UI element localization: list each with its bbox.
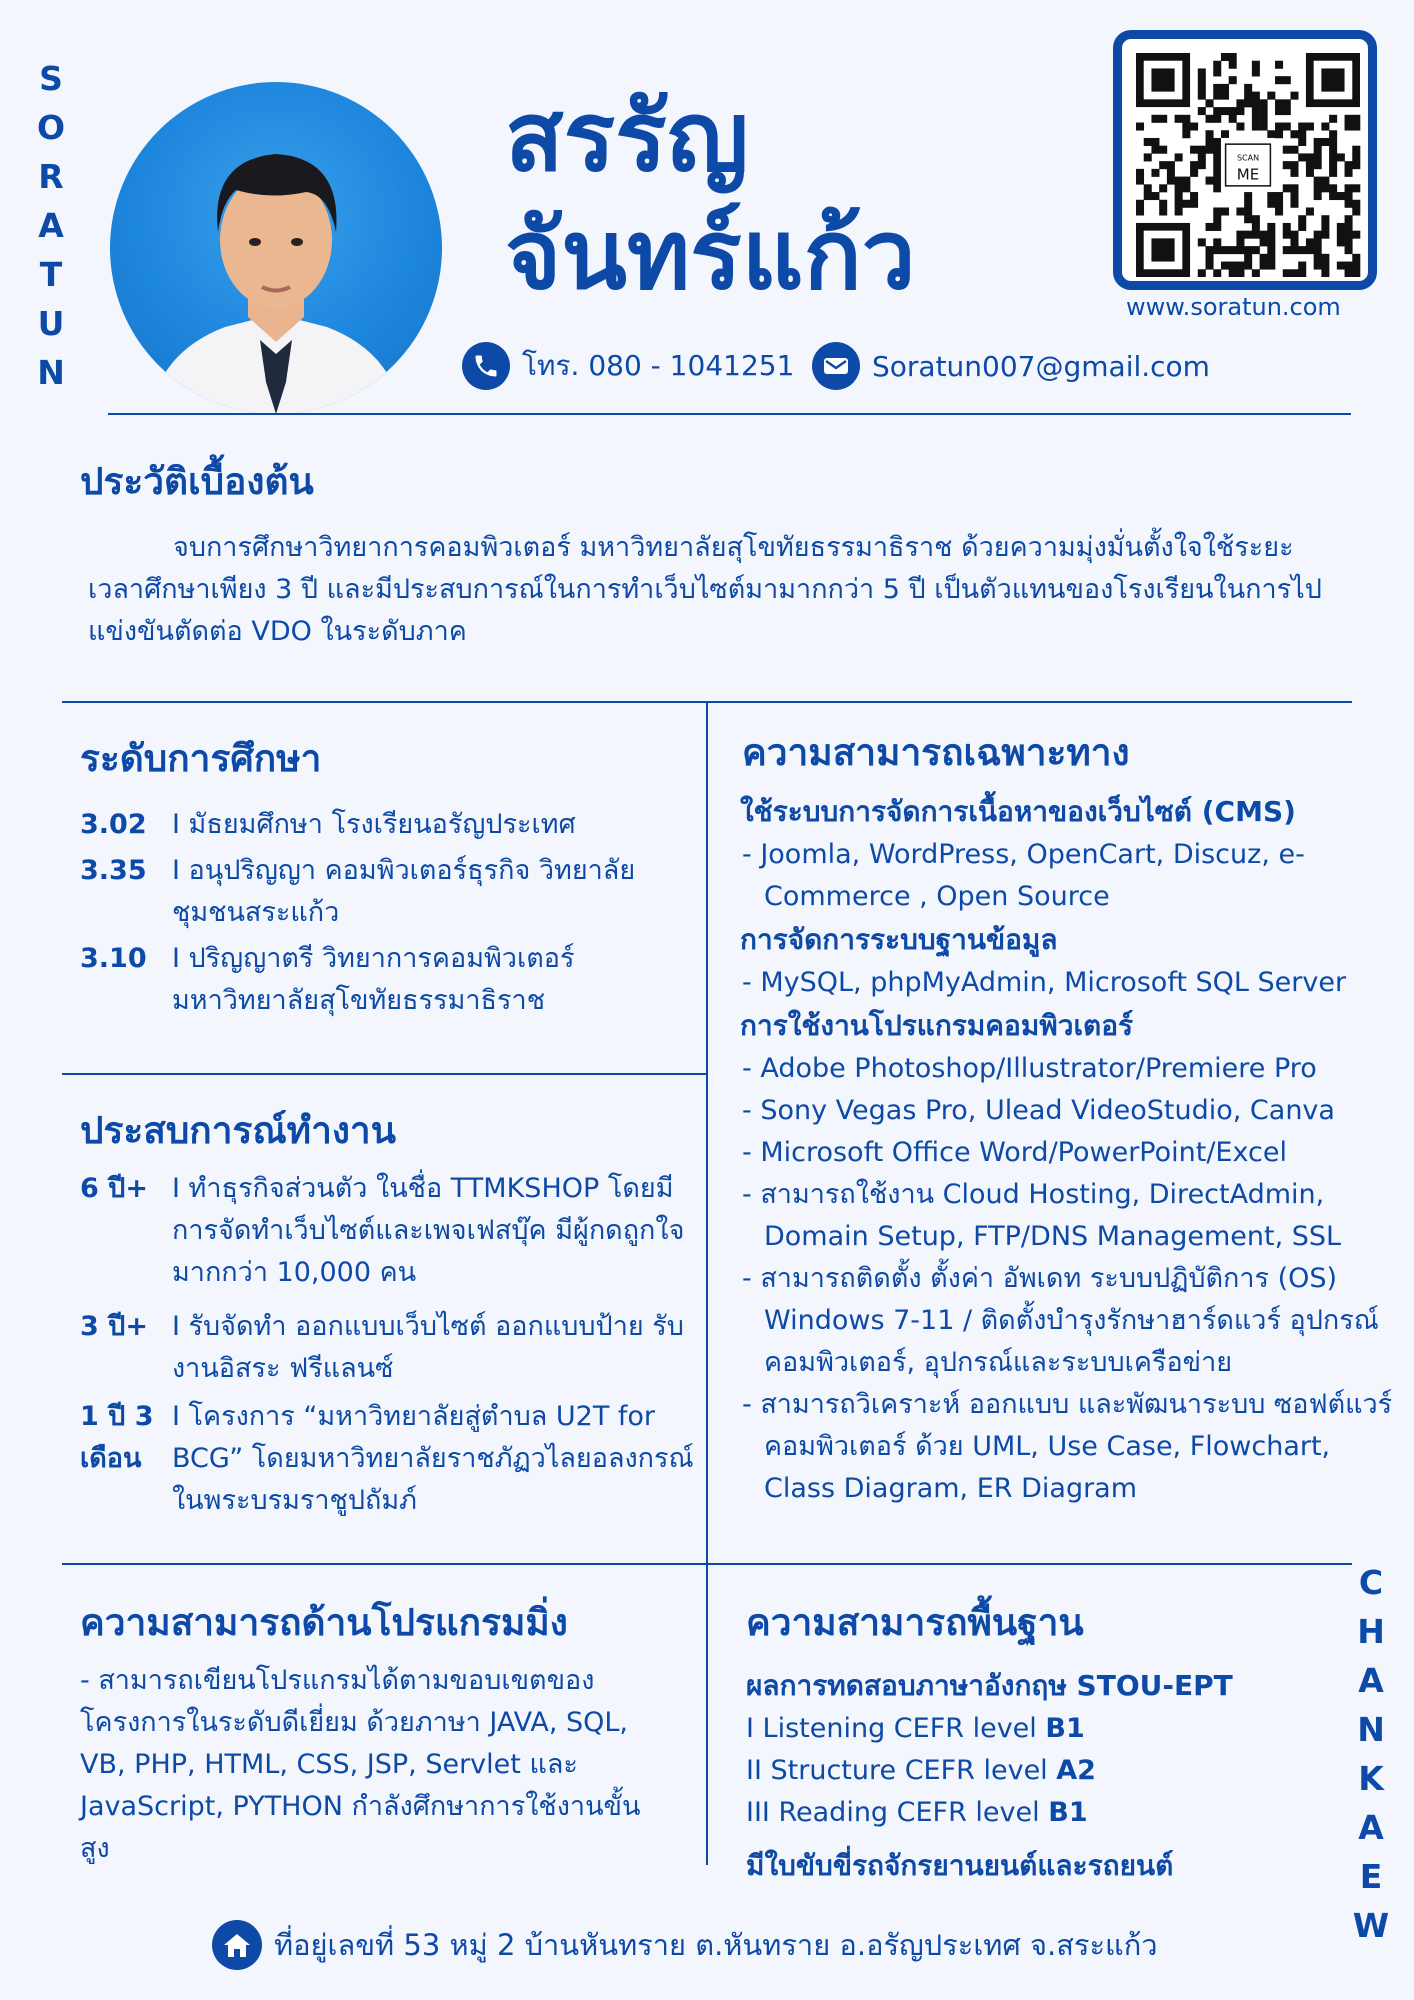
skill-item: - Joomla, WordPress, OpenCart, Discuz, e-Commerce , Open Source	[742, 839, 1305, 912]
bio-text: จบการศึกษาวิทยาการคอมพิวเตอร์ มหาวิทยาลัยสุโขทัยธรรมาธิราช ด้วยความมุ่งมั่นตั้งใจใช้ระยะเวลาศึกษาเพียง 3 ปี และมีประสบการณ์ในการทำเว็บไซต์มามากกว่า 5 ปี เป็นตัวแทนของโรงเรียนในการไปแข่งขันตัดต่อ VDO ในระดับภาค	[88, 532, 1322, 647]
education-item: 3.35 I อนุปริญญา คอมพิวเตอร์ธุรกิจ วิทยาลัยชุมชนสระแก้ว	[80, 855, 636, 928]
english-score: II Structure CEFR level A2	[746, 1755, 1096, 1786]
database-heading: การจัดการระบบฐานข้อมูล	[740, 923, 1058, 956]
special-list	[740, 790, 1400, 1510]
side-left-letter: N	[37, 353, 65, 392]
side-left-letter: A	[38, 206, 64, 245]
website-link[interactable]: www.soratun.com	[1126, 293, 1341, 321]
column-divider	[706, 701, 708, 1865]
email-icon	[812, 342, 860, 390]
qr-label: ME	[1236, 165, 1260, 184]
home-icon	[212, 1920, 262, 1970]
skill-item: - Microsoft Office Word/PowerPoint/Excel	[742, 1137, 1287, 1168]
programming-text: - สามารถเขียนโปรแกรมได้ตามขอบเขตของโครงการในระดับดีเยี่ยม ด้วยภาษา JAVA, SQL, VB, PHP, HTML, CSS, JSP, Servlet และ JavaScript, PYTHON กำลังศึกษาการใช้งานขั้นสูง	[80, 1665, 641, 1864]
skill-item: - สามารถวิเคราะห์ ออกแบบ และพัฒนาระบบ ซอฟต์แวร์คอมพิวเตอร์ ด้วย UML, Use Case, Flowchart, Class Diagram, ER Diagram	[742, 1389, 1393, 1504]
skill-item: - สามารถใช้งาน Cloud Hosting, DirectAdmin, Domain Setup, FTP/DNS Management, SSL	[742, 1179, 1342, 1252]
side-right-letter: A	[1358, 1661, 1384, 1700]
side-left-letter: U	[37, 304, 65, 343]
bio-title: ประวัติเบื้องต้น	[80, 460, 314, 503]
side-left-letter: R	[38, 157, 64, 196]
side-right-letter: N	[1357, 1710, 1385, 1749]
experience-list	[80, 1168, 700, 1522]
english-score: III Reading CEFR level B1	[746, 1797, 1088, 1828]
first-name: สรรัญ	[505, 81, 749, 193]
education-item: 3.10 I ปริญญาตรี วิทยาการคอมพิวเตอร์ มหาวิทยาลัยสุโขทัยธรรมาธิราช	[80, 943, 575, 1016]
english-score: I Listening CEFR level B1	[746, 1713, 1085, 1744]
experience-item: 3 ปี+ I รับจัดทำ ออกแบบเว็บไซต์ ออกแบบป้าย รับงานอิสระ ฟรีแลนซ์	[80, 1311, 684, 1384]
phone-number: โทร. 080 - 1041251	[522, 349, 795, 382]
software-heading: การใช้งานโปรแกรมคอมพิวเตอร์	[740, 1009, 1134, 1042]
basic-title: ความสามารถพื้นฐาน	[746, 1601, 1084, 1644]
header-divider	[108, 413, 1351, 415]
side-right-letter: W	[1352, 1906, 1390, 1945]
email-contact[interactable]	[812, 342, 1210, 390]
programming-title: ความสามารถด้านโปรแกรมมิ่ง	[80, 1601, 568, 1644]
section-divider-2	[62, 1073, 707, 1075]
skill-item: - สามารถติดตั้ง ตั้งค่า อัพเดท ระบบปฏิบัติการ (OS) Windows 7-11 / ติดตั้งบำรุงรักษาฮาร์ดแวร์ อุปกรณ์คอมพิวเตอร์, อุปกรณ์และระบบเครือข่าย	[742, 1263, 1379, 1378]
address	[212, 1920, 1158, 1970]
experience-item: 6 ปี+ I ทำธุรกิจส่วนตัว ในชื่อ TTMKSHOP โดยมีการจัดทำเว็บไซต์และเพจเฟสบุ๊ค มีผู้กดถูกใจมากกว่า 10,000 คน	[80, 1173, 685, 1288]
experience-title: ประสบการณ์ทำงาน	[80, 1109, 396, 1152]
experience-item: 1 ปี 3 เดือน I โครงการ “มหาวิทยาลัยสู่ตำบล U2T for BCG” โดยมหาวิทยาลัยราชภัฏวไลยอลงกรณ์ ในพระบรมราชูปถัมภ์	[80, 1401, 694, 1516]
education-list	[80, 804, 700, 1022]
side-right-letter: H	[1357, 1612, 1385, 1651]
side-left-letter: S	[39, 59, 63, 98]
qr-code[interactable]	[1113, 30, 1377, 290]
phone-icon	[462, 342, 510, 390]
side-right-letter: A	[1358, 1808, 1384, 1847]
address-text: ที่อยู่เลขที่ 53 หมู่ 2 บ้านหันทราย ต.หันทราย อ.อรัญประเทศ จ.สระแก้ว	[274, 1928, 1158, 1962]
phone-contact[interactable]	[462, 342, 794, 390]
education-title: ระดับการศึกษา	[80, 737, 322, 780]
license-text: มีใบขับขี่รถจักรยานยนต์และรถยนต์	[746, 1849, 1174, 1882]
english-test-heading: ผลการทดสอบภาษาอังกฤษ STOU-EPT	[746, 1669, 1233, 1702]
full-name	[505, 78, 916, 314]
skill-item: - Adobe Photoshop/Illustrator/Premiere Pro	[742, 1053, 1317, 1084]
skill-item: - Sony Vegas Pro, Ulead VideoStudio, Canva	[742, 1095, 1335, 1126]
side-name-right	[1352, 1558, 1390, 1950]
special-title: ความสามารถเฉพาะทาง	[742, 731, 1130, 774]
side-left-letter: O	[36, 108, 66, 147]
last-name: จันทร์แก้ว	[505, 199, 916, 311]
qr-label: SCAN	[1236, 153, 1260, 163]
basic-list	[746, 1664, 1346, 1888]
skill-item: - MySQL, phpMyAdmin, Microsoft SQL Server	[742, 967, 1347, 998]
cms-heading: ใช้ระบบการจัดการเนื้อหาของเว็บไซต์ (CMS)	[740, 795, 1296, 828]
email-address: Soratun007@gmail.com	[872, 349, 1210, 383]
side-left-letter: T	[39, 255, 63, 294]
profile-photo	[110, 82, 442, 414]
side-name-left	[36, 54, 66, 397]
side-right-letter: E	[1359, 1857, 1383, 1896]
side-right-letter: C	[1358, 1563, 1384, 1602]
side-right-letter: K	[1358, 1759, 1384, 1798]
education-item: 3.02 I มัธยมศึกษา โรงเรียนอรัญประเทศ	[80, 809, 576, 840]
